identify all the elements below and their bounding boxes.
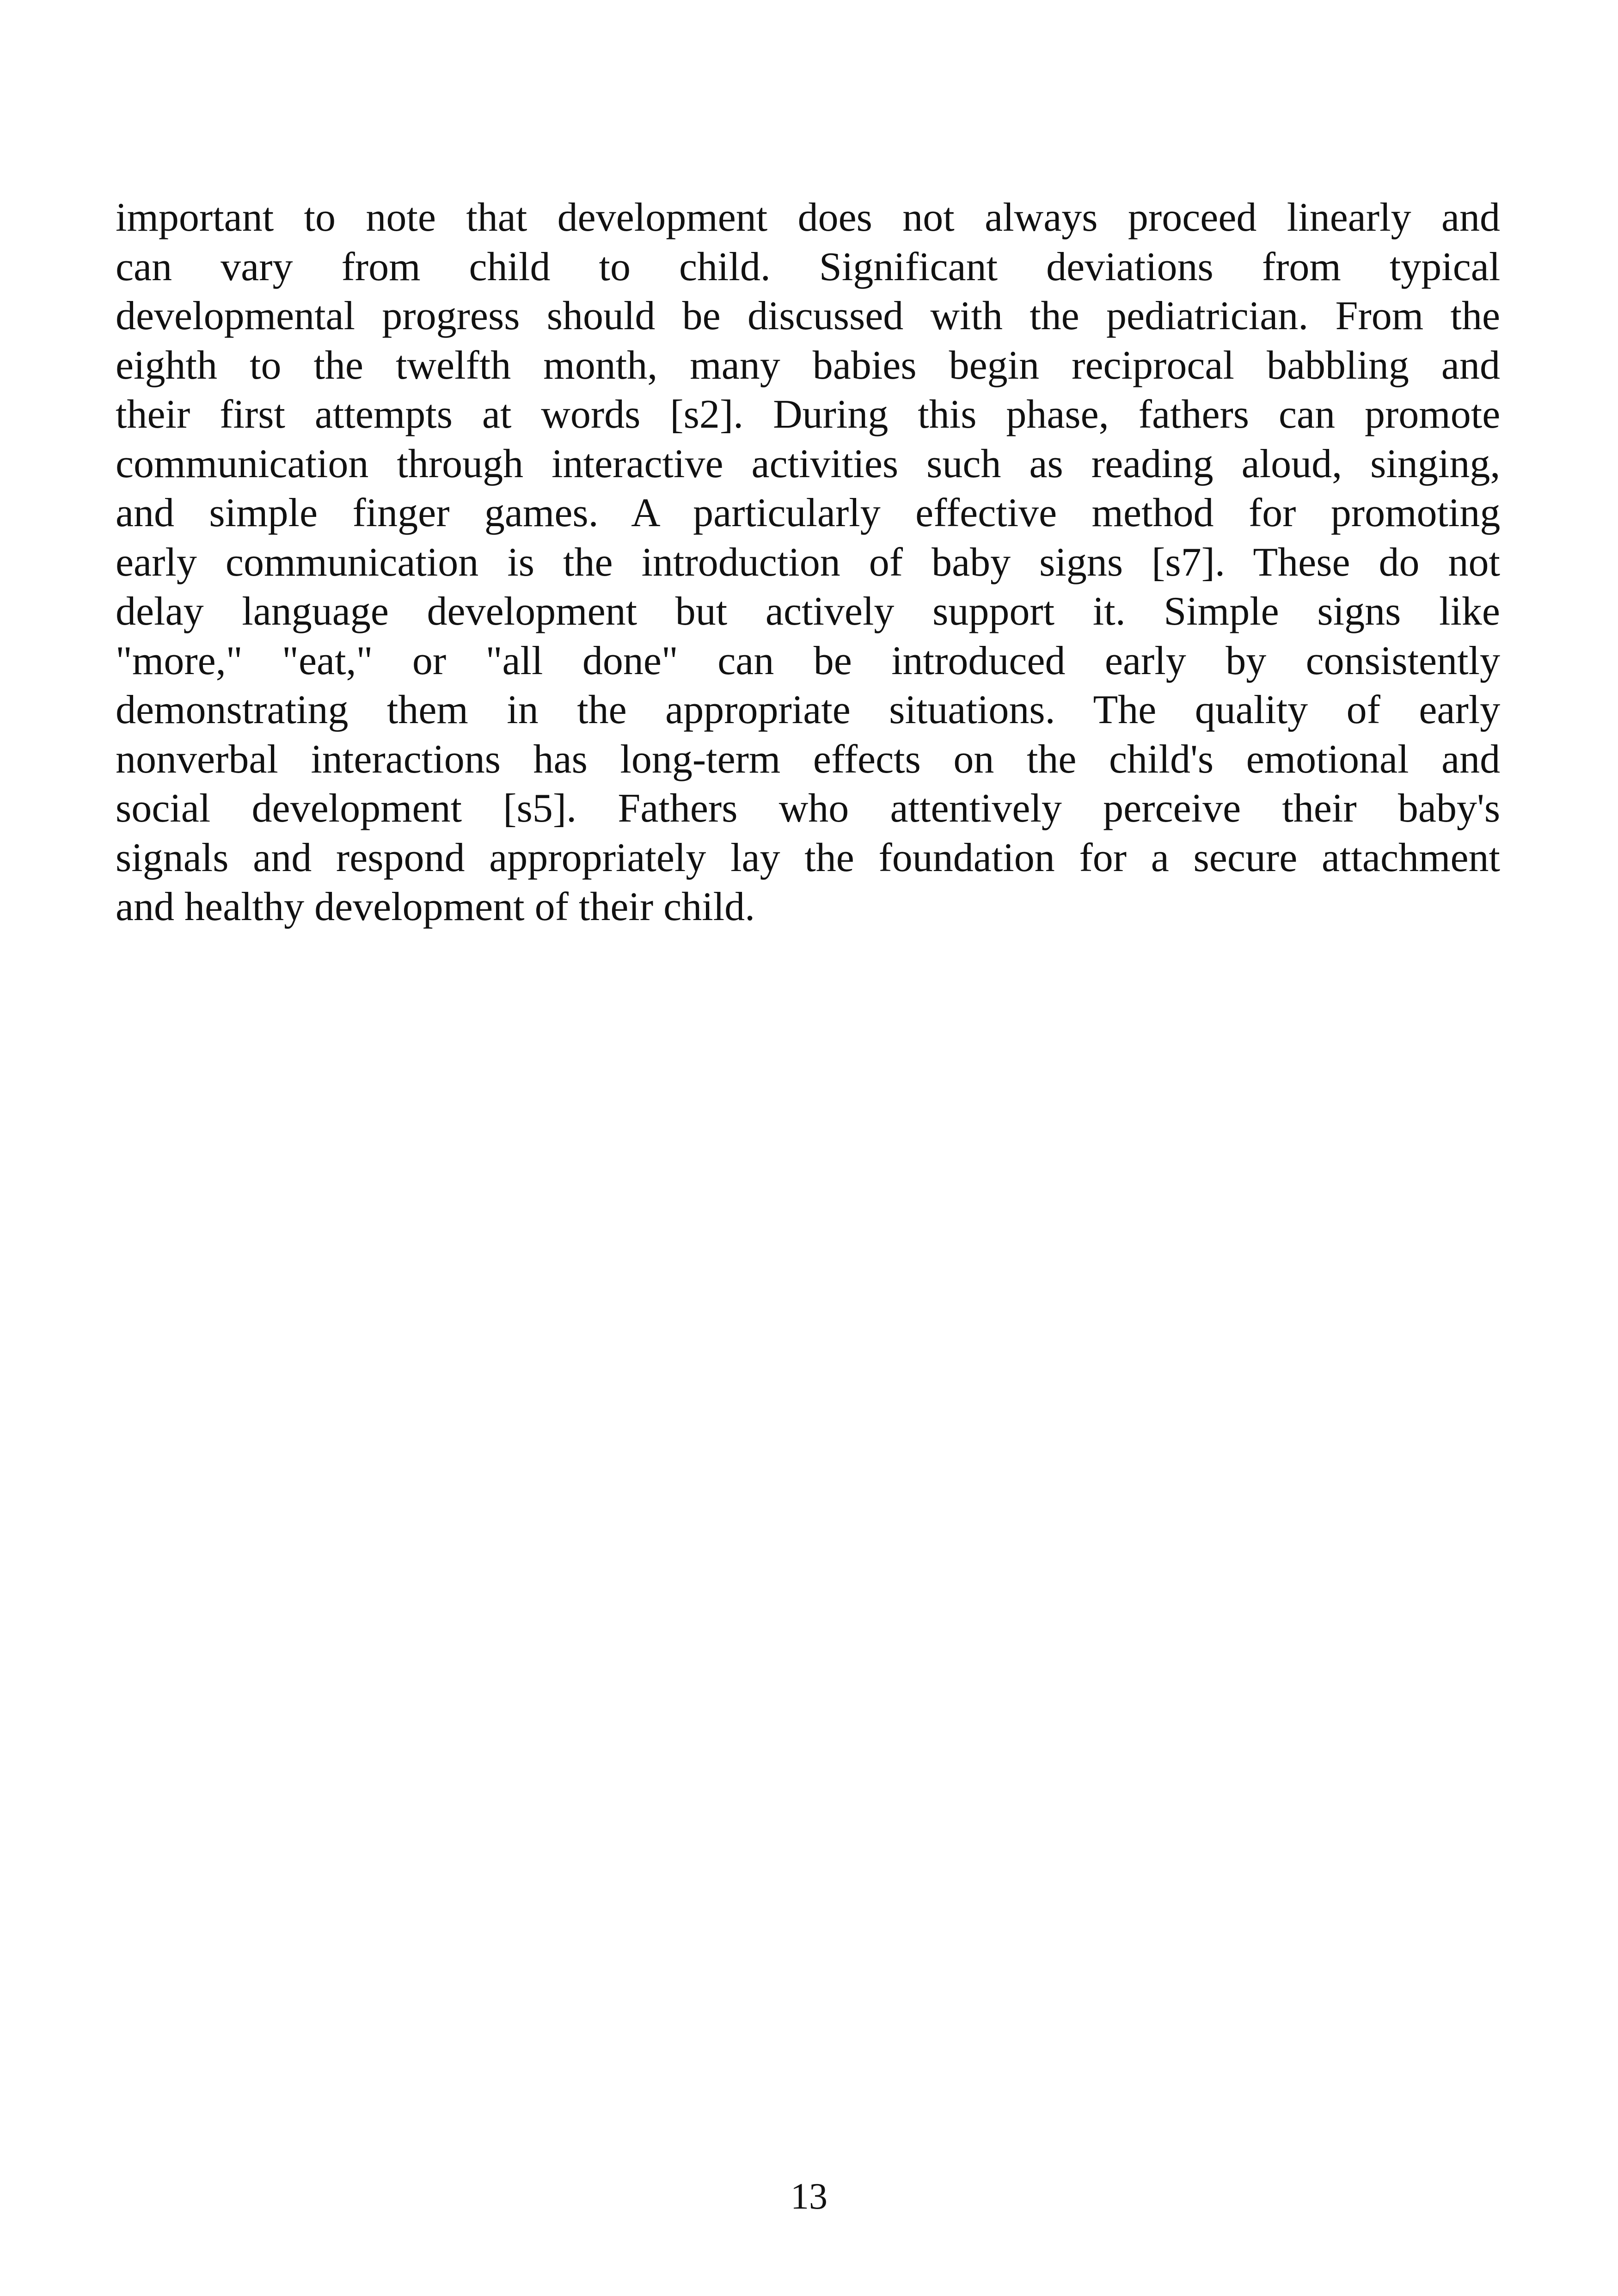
text-line-last: and healthy development of their child. [116,884,755,929]
text-line: nonverbal interactions has long-term effects on the child's emotional and [116,737,1501,782]
text-line: communication through interactive activities such as reading aloud, singing, [116,441,1501,486]
page-number: 13 [791,2176,827,2217]
text-line: signals and respond appropriately lay the foundation for a secure attachment [116,835,1500,880]
text-line: and simple finger games. A particularly effective method for promoting [116,491,1501,535]
text-line: early communication is the introduction of baby signs [s7]. These do not [116,540,1500,585]
text-line: "more," "eat," or "all done" can be introduced early by consistently [116,638,1501,683]
text-line: their first attempts at words [s2]. During this phase, fathers can promote [116,392,1501,437]
text-line: eighth to the twelfth month, many babies begin reciprocal babbling and [116,343,1500,388]
text-line: social development [s5]. Fathers who attentively perceive their baby's [116,786,1501,831]
text-line: important to note that development does not always proceed linearly and [116,195,1501,240]
text-line: can vary from child to child. Significant deviations from typical [116,244,1501,289]
body-paragraph [116,193,1500,932]
text-line: delay language development but actively support it. Simple signs like [116,589,1500,634]
text-line: developmental progress should be discussed with the pediatrician. From the [116,294,1500,338]
text-line: demonstrating them in the appropriate situations. The quality of early [116,688,1501,732]
